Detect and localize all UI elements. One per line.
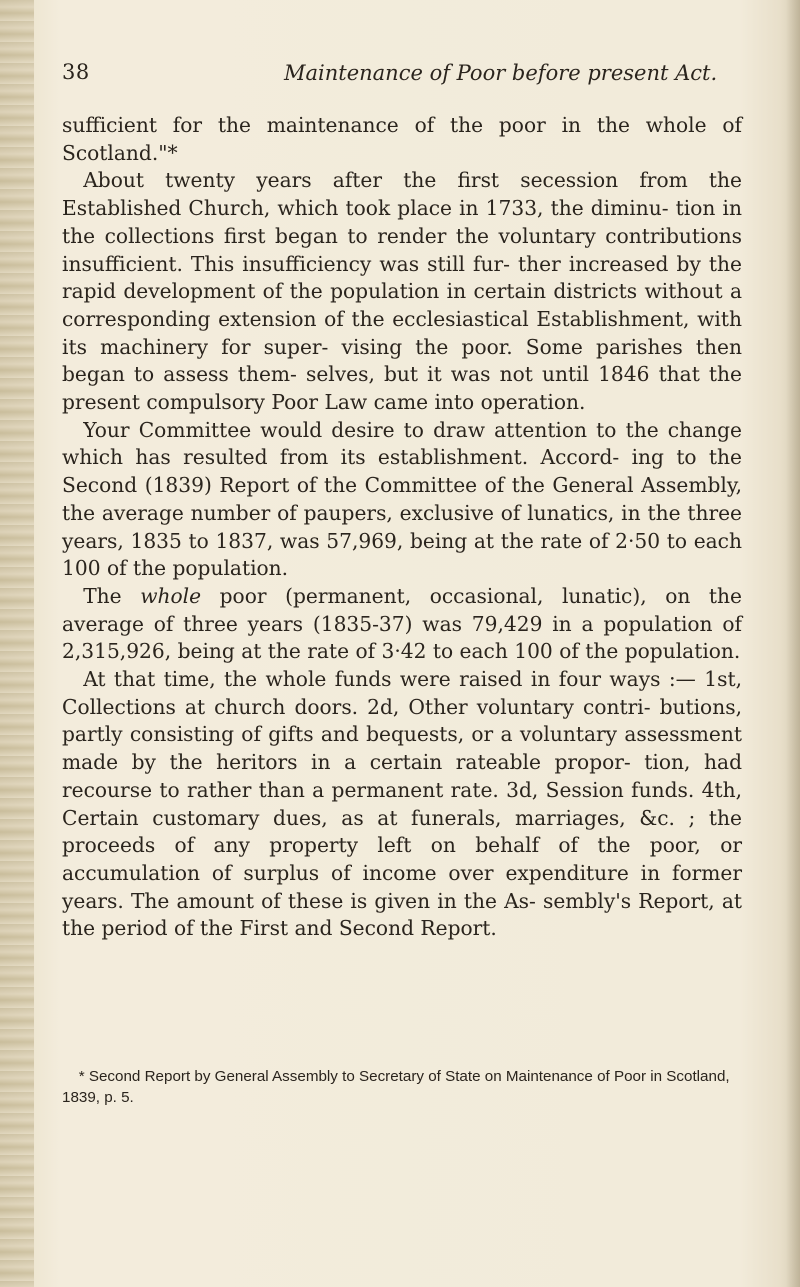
page-number: 38 xyxy=(62,60,90,84)
paragraph-3: Your Committee would desire to draw attention to the change which has resulted from its establishment. Accord- ing to the Second (1839) Report of the Committee of the General Assembly, the average number of paupers, exclusive of lunatics, in the three years, 1835 to 1837, was 57,969, being at the rate of 2·50 to each 100 of the population. xyxy=(62,417,742,581)
paragraph-4-lead: The xyxy=(83,583,141,608)
paragraph-4-rest: poor (permanent, occasional, lunatic), on the average of three years (1835-37) was 79,429 in a population of 2,315,926, being at the rate of 3·42 to each 100 of the population. xyxy=(62,583,742,664)
emphasized-word: whole xyxy=(140,583,202,608)
paragraph-4 xyxy=(62,583,742,666)
page-header xyxy=(62,60,742,92)
page-right-edge xyxy=(786,0,800,1287)
paragraph-1: sufficient for the maintenance of the poor in the whole of Scotland."* xyxy=(62,113,742,165)
paragraph-5: At that time, the whole funds were raised in four ways :— 1st, Collections at church doors. 2d, Other voluntary contri- butions, partly consisting of gifts and bequests, or a voluntary assessment made by the heritors in a certain rateable propor- tion, had recourse to rather than a permanent rate. 3d, Session funds. 4th, Certain customary dues, as at funerals, marriages, &c. ; the proceeds of any property left on behalf of the poor, or accumulation of surplus of income over expenditure in former years. The amount of these is given in the As- sembly's Report, at the period of the First and Second Report. xyxy=(62,667,742,941)
running-title: Maintenance of Poor before present Act. xyxy=(284,61,718,85)
footnote xyxy=(62,1066,742,1108)
footnote-text: * Second Report by General Assembly to Secretary of State on Maintenance of Poor in Scotland, 1839, p. 5. xyxy=(62,1068,730,1106)
body-text xyxy=(62,112,742,943)
paragraph-2: About twenty years after the first secession from the Established Church, which took place in 1733, the diminu- tion in the collections first began to render the voluntary contributions insufficient. This insufficiency was still fur- ther increased by the rapid development of the population in certain districts without a corresponding extension of the ecclesiastical Establishment, with its machinery for super- vising the poor. Some parishes then began to assess them- selves, but it was not until 1846 that the present compulsory Poor Law came into operation. xyxy=(62,168,742,415)
page-binding-edge xyxy=(0,0,34,1287)
